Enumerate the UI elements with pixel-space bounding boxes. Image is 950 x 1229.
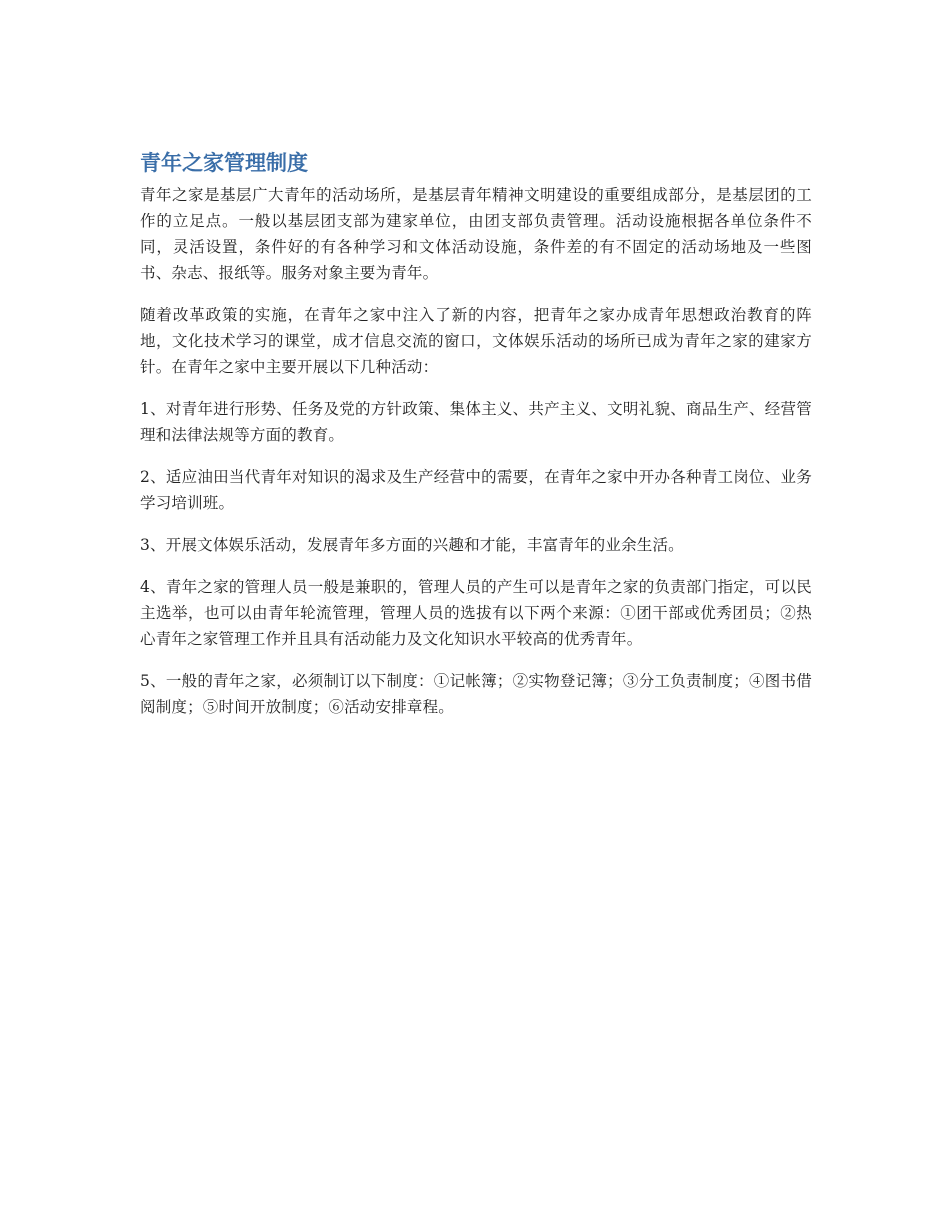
document-body [140, 148, 812, 736]
list-item-1: 1、对青年进行形势、任务及党的方针政策、集体主义、共产主义、文明礼貌、商品生产、经营管理和法律法规等方面的教育。 [140, 400, 812, 444]
list-item-4: 4、青年之家的管理人员一般是兼职的，管理人员的产生可以是青年之家的负责部门指定，可以民主选举，也可以由青年轮流管理，管理人员的选拔有以下两个来源：①团干部或优秀团员；②热心青年之家管理工作并且具有活动能力及文化知识水平较高的优秀青年。 [140, 578, 812, 648]
list-item-2: 2、适应油田当代青年对知识的渴求及生产经营中的需要，在青年之家中开办各种青工岗位、业务学习培训班。 [140, 468, 812, 512]
list-item-3: 3、开展文体娱乐活动，发展青年多方面的兴趣和才能，丰富青年的业余生活。 [140, 536, 684, 554]
paragraph-policy: 随着改革政策的实施，在青年之家中注入了新的内容，把青年之家办成青年思想政治教育的阵地，文化技术学习的课堂，成才信息交流的窗口，文体娱乐活动的场所已成为青年之家的建家方针。在青年之家中主要开展以下几种活动： [140, 306, 812, 376]
document-title: 青年之家管理制度 [140, 151, 308, 175]
paragraph-intro: 青年之家是基层广大青年的活动场所，是基层青年精神文明建设的重要组成部分，是基层团的工作的立足点。一般以基层团支部为建家单位，由团支部负责管理。活动设施根据各单位条件不同，灵活设置，条件好的有各种学习和文体活动设施，条件差的有不固定的活动场地及一些图书、杂志、报纸等。服务对象主要为青年。 [140, 186, 812, 282]
list-item-5: 5、一般的青年之家，必须制订以下制度：①记帐簿；②实物登记簿；③分工负责制度；④图书借阅制度；⑤时间开放制度；⑥活动安排章程。 [140, 672, 812, 716]
